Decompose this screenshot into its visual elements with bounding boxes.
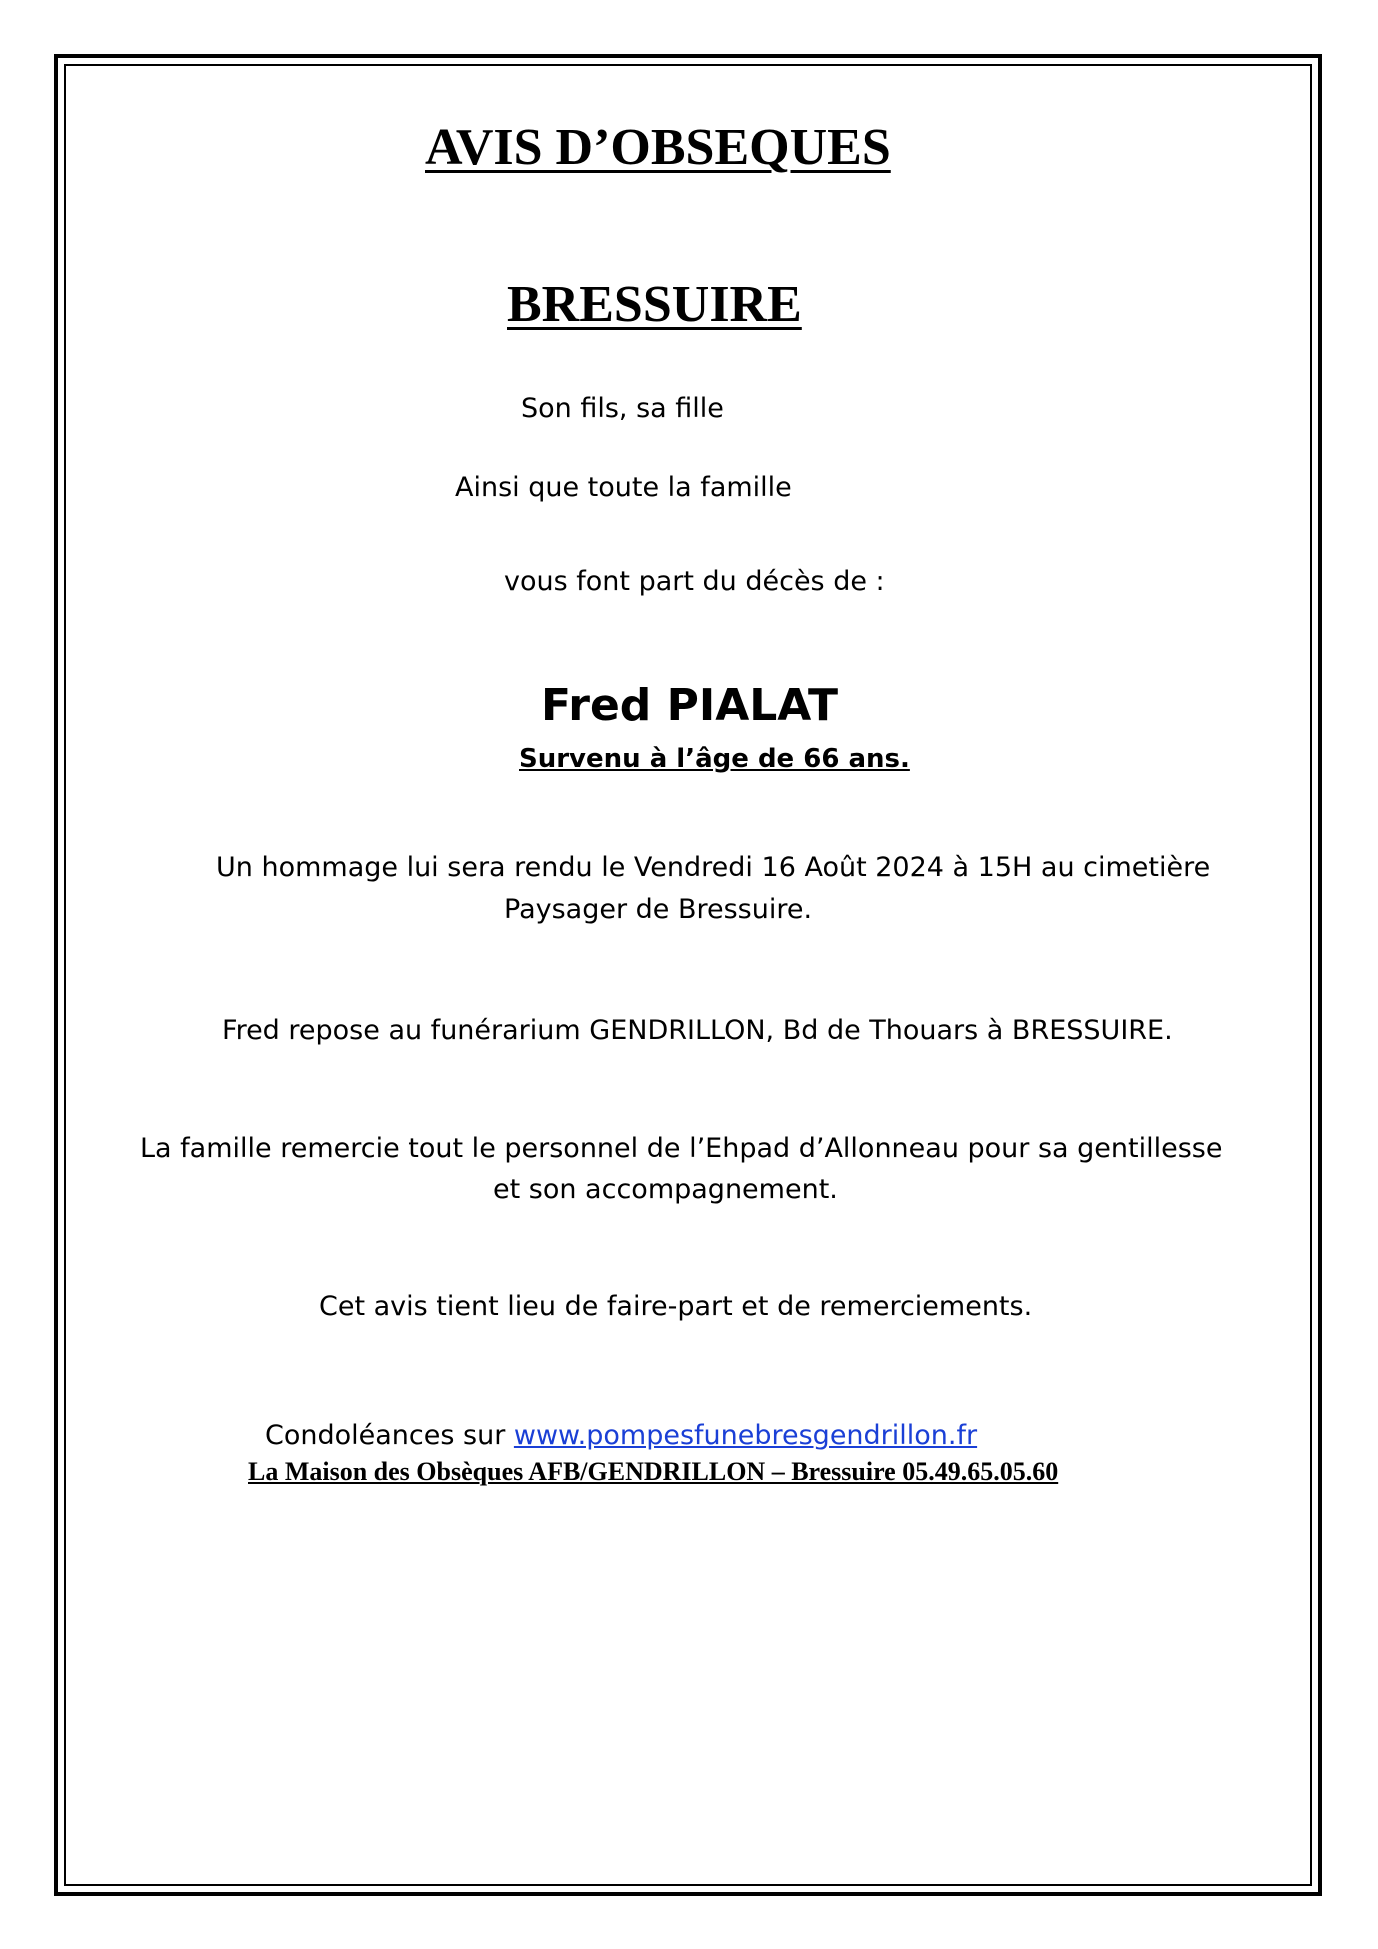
tribute-line-1: Un hommage lui sera rendu le Vendredi 16 Août 2024 à 15H au cimetière (216, 852, 1211, 883)
rest-line: Fred repose au funérarium GENDRILLON, Bd de Thouars à BRESSUIRE. (222, 1015, 1173, 1046)
condolences-label: Condoléances sur (265, 1420, 514, 1451)
age-line: Survenu à l’âge de 66 ans. (519, 744, 910, 774)
page-border-inner (64, 64, 1312, 1886)
notice-title: AVIS D’OBSEQUES (425, 119, 891, 176)
funeral-home-contact: La Maison des Obsèques AFB/GENDRILLON – Bressuire 05.49.65.05.60 (248, 1457, 1059, 1486)
family-line-2: Ainsi que toute la famille (455, 472, 792, 503)
condolences-website-link[interactable]: www.pompesfunebresgendrillon.fr (513, 1420, 978, 1451)
notice-statement: Cet avis tient lieu de faire-part et de remerciements. (319, 1291, 1033, 1322)
family-line-1: Son fils, sa fille (521, 393, 724, 424)
thanks-line-1: La famille remercie tout le personnel de l’Ehpad d’Allonneau pour sa gentillesse (140, 1133, 1223, 1164)
announce-line: vous font part du décès de : (504, 566, 885, 597)
deceased-name: Fred PIALAT (541, 680, 838, 731)
town-title: BRESSUIRE (507, 276, 802, 333)
tribute-line-2: Paysager de Bressuire. (504, 894, 813, 925)
thanks-line-2: et son accompagnement. (493, 1174, 838, 1205)
condolences-line (265, 1420, 977, 1451)
